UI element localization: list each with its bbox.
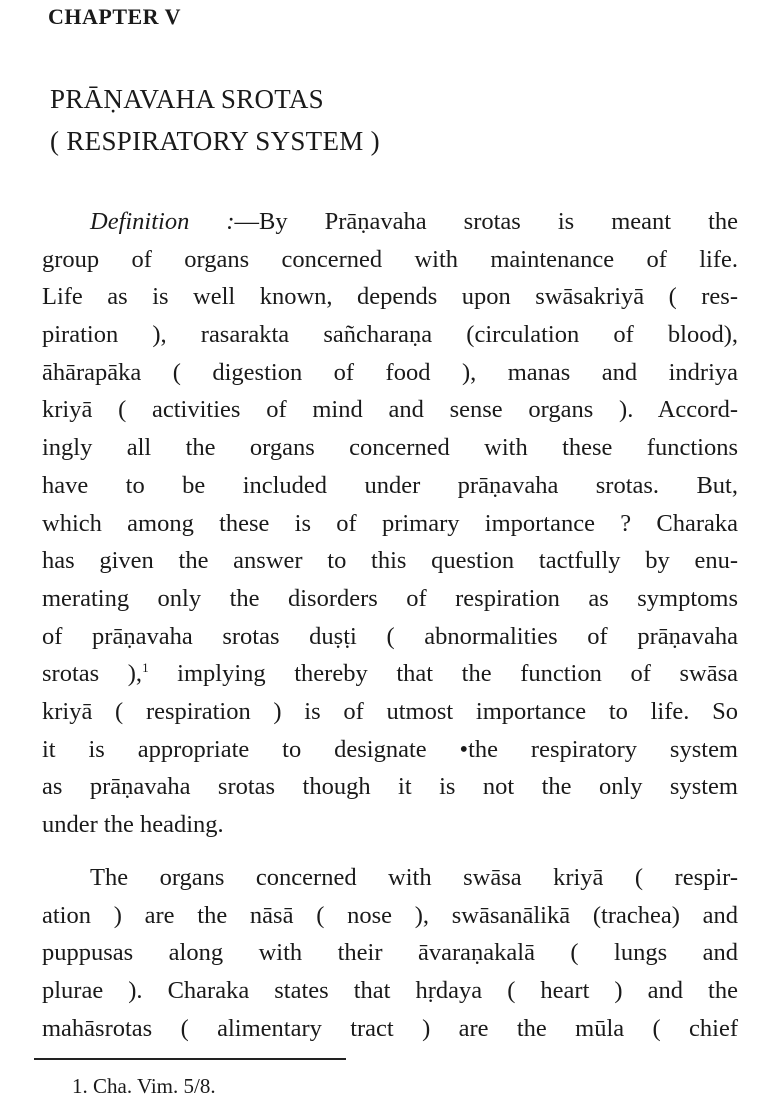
text-line: it is appropriate to designate •the respiratory system xyxy=(42,735,738,763)
text-line xyxy=(42,655,738,693)
section-title: PRĀṆAVAHA SROTAS xyxy=(50,84,324,114)
text-line: Life as is well known, depends upon swāsakriyā ( res- xyxy=(42,283,738,311)
text-line: piration ), rasarakta sañcharaṇa (circulation of blood), xyxy=(42,321,738,349)
section-subtitle: ( RESPIRATORY SYSTEM ) xyxy=(50,126,380,156)
text-line: of prāṇavaha srotas duṣṭi ( abnormalities of prāṇavaha xyxy=(42,622,738,650)
text-line: under the heading. xyxy=(42,811,224,838)
text-line: kriyā ( respiration ) is of utmost importance to life. So xyxy=(42,697,738,725)
paragraph-definition xyxy=(42,203,738,844)
paragraph-organs xyxy=(42,859,738,1047)
text-span: —By Prāṇavaha srotas is meant the xyxy=(234,208,738,235)
text-line: kriyā ( activities of mind and sense organs ). Accord- xyxy=(42,396,738,424)
text-line: which among these is of primary importance ? Charaka xyxy=(42,509,738,537)
definition-label: Definition : xyxy=(90,208,235,235)
text-line: The organs concerned with swāsa kriyā ( respir- xyxy=(90,864,738,891)
text-span: implying thereby that the function of swāsa xyxy=(148,660,738,688)
text-line: ingly all the organs concerned with these functions xyxy=(42,434,738,462)
text-line: ation ) are the nāsā ( nose ), swāsanālikā (trachea) and xyxy=(42,901,738,929)
chapter-label: CHAPTER V xyxy=(48,4,182,29)
text-line: as prāṇavaha srotas though it is not the only system xyxy=(42,773,738,801)
text-line xyxy=(42,203,738,241)
text-line: plurae ). Charaka states that hṛdaya ( heart ) and the xyxy=(42,977,738,1005)
text-line: puppusas along with their āvaraṇakalā ( lungs and xyxy=(42,939,738,967)
text-span: srotas ), xyxy=(42,660,143,688)
text-line: has given the answer to this question tactfully by enu- xyxy=(42,547,738,575)
footnote: 1. Cha. Vim. 5/8. xyxy=(72,1074,216,1098)
text-line: mahāsrotas ( alimentary tract ) are the mūla ( chief xyxy=(42,1014,738,1042)
text-line: merating only the disorders of respiration as symptoms xyxy=(42,584,738,612)
text-line: group of organs concerned with maintenance of life. xyxy=(42,245,738,273)
footnote-ref: 1 xyxy=(142,660,149,676)
text-line: have to be included under prāṇavaha srotas. But, xyxy=(42,471,738,499)
footnote-divider xyxy=(34,1058,346,1060)
text-line: āhārapāka ( digestion of food ), manas and indriya xyxy=(42,358,738,386)
